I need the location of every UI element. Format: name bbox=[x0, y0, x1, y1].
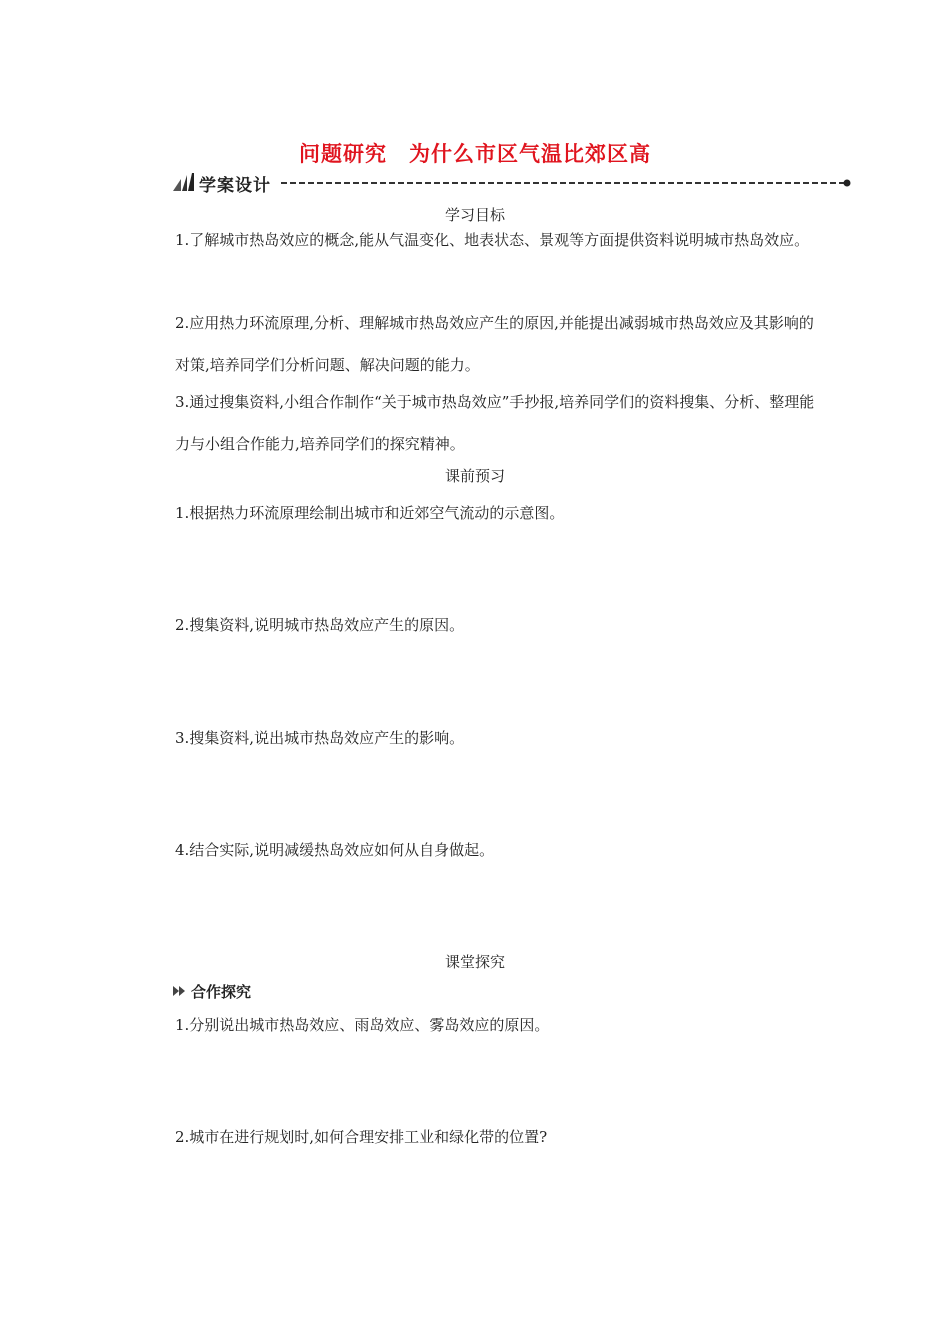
preview-question: 3.搜集资料,说出城市热岛效应产生的影响。 bbox=[175, 729, 465, 747]
objective-item: 1.了解城市热岛效应的概念,能从气温变化、地表状态、景观等方面提供资料说明城市热岛效应。 bbox=[175, 231, 810, 249]
dotted-divider bbox=[281, 182, 849, 184]
classroom-question: 1.分别说出城市热岛效应、雨岛效应、雾岛效应的原因。 bbox=[175, 1016, 550, 1034]
preview-question: 1.根据热力环流原理绘制出城市和近郊空气流动的示意图。 bbox=[175, 504, 565, 522]
section-heading-preview: 课前预习 bbox=[444, 467, 505, 485]
page-title: 问题研究 为什么市区气温比郊区高 bbox=[299, 142, 651, 166]
divider-end-dot bbox=[843, 179, 851, 187]
preview-question: 2.搜集资料,说明城市热岛效应产生的原因。 bbox=[175, 616, 465, 634]
objective-item: 2.应用热力环流原理,分析、理解城市热岛效应产生的原因,并能提出减弱城市热岛效应及其影响的对策,培养同学们分析问题、解决问题的能力。 bbox=[175, 314, 814, 374]
section-heading-objectives: 学习目标 bbox=[444, 206, 505, 224]
objective-item: 3.通过搜集资料,小组合作制作“关于城市热岛效应”手抄报,培养同学们的资料搜集、分析、整理能力与小组合作能力,培养同学们的探究精神。 bbox=[175, 393, 815, 453]
double-arrow-icon bbox=[173, 986, 187, 996]
banner-label: 学案设计 bbox=[199, 176, 271, 196]
classroom-question: 2.城市在进行规划时,如何合理安排工业和绿化带的位置? bbox=[175, 1128, 548, 1146]
slanted-bars-icon bbox=[173, 173, 195, 191]
subheading-label: 合作探究 bbox=[191, 983, 252, 1001]
section-banner bbox=[173, 171, 853, 195]
section-heading-classroom: 课堂探究 bbox=[444, 953, 505, 971]
preview-question: 4.结合实际,说明减缓热岛效应如何从自身做起。 bbox=[175, 841, 495, 859]
